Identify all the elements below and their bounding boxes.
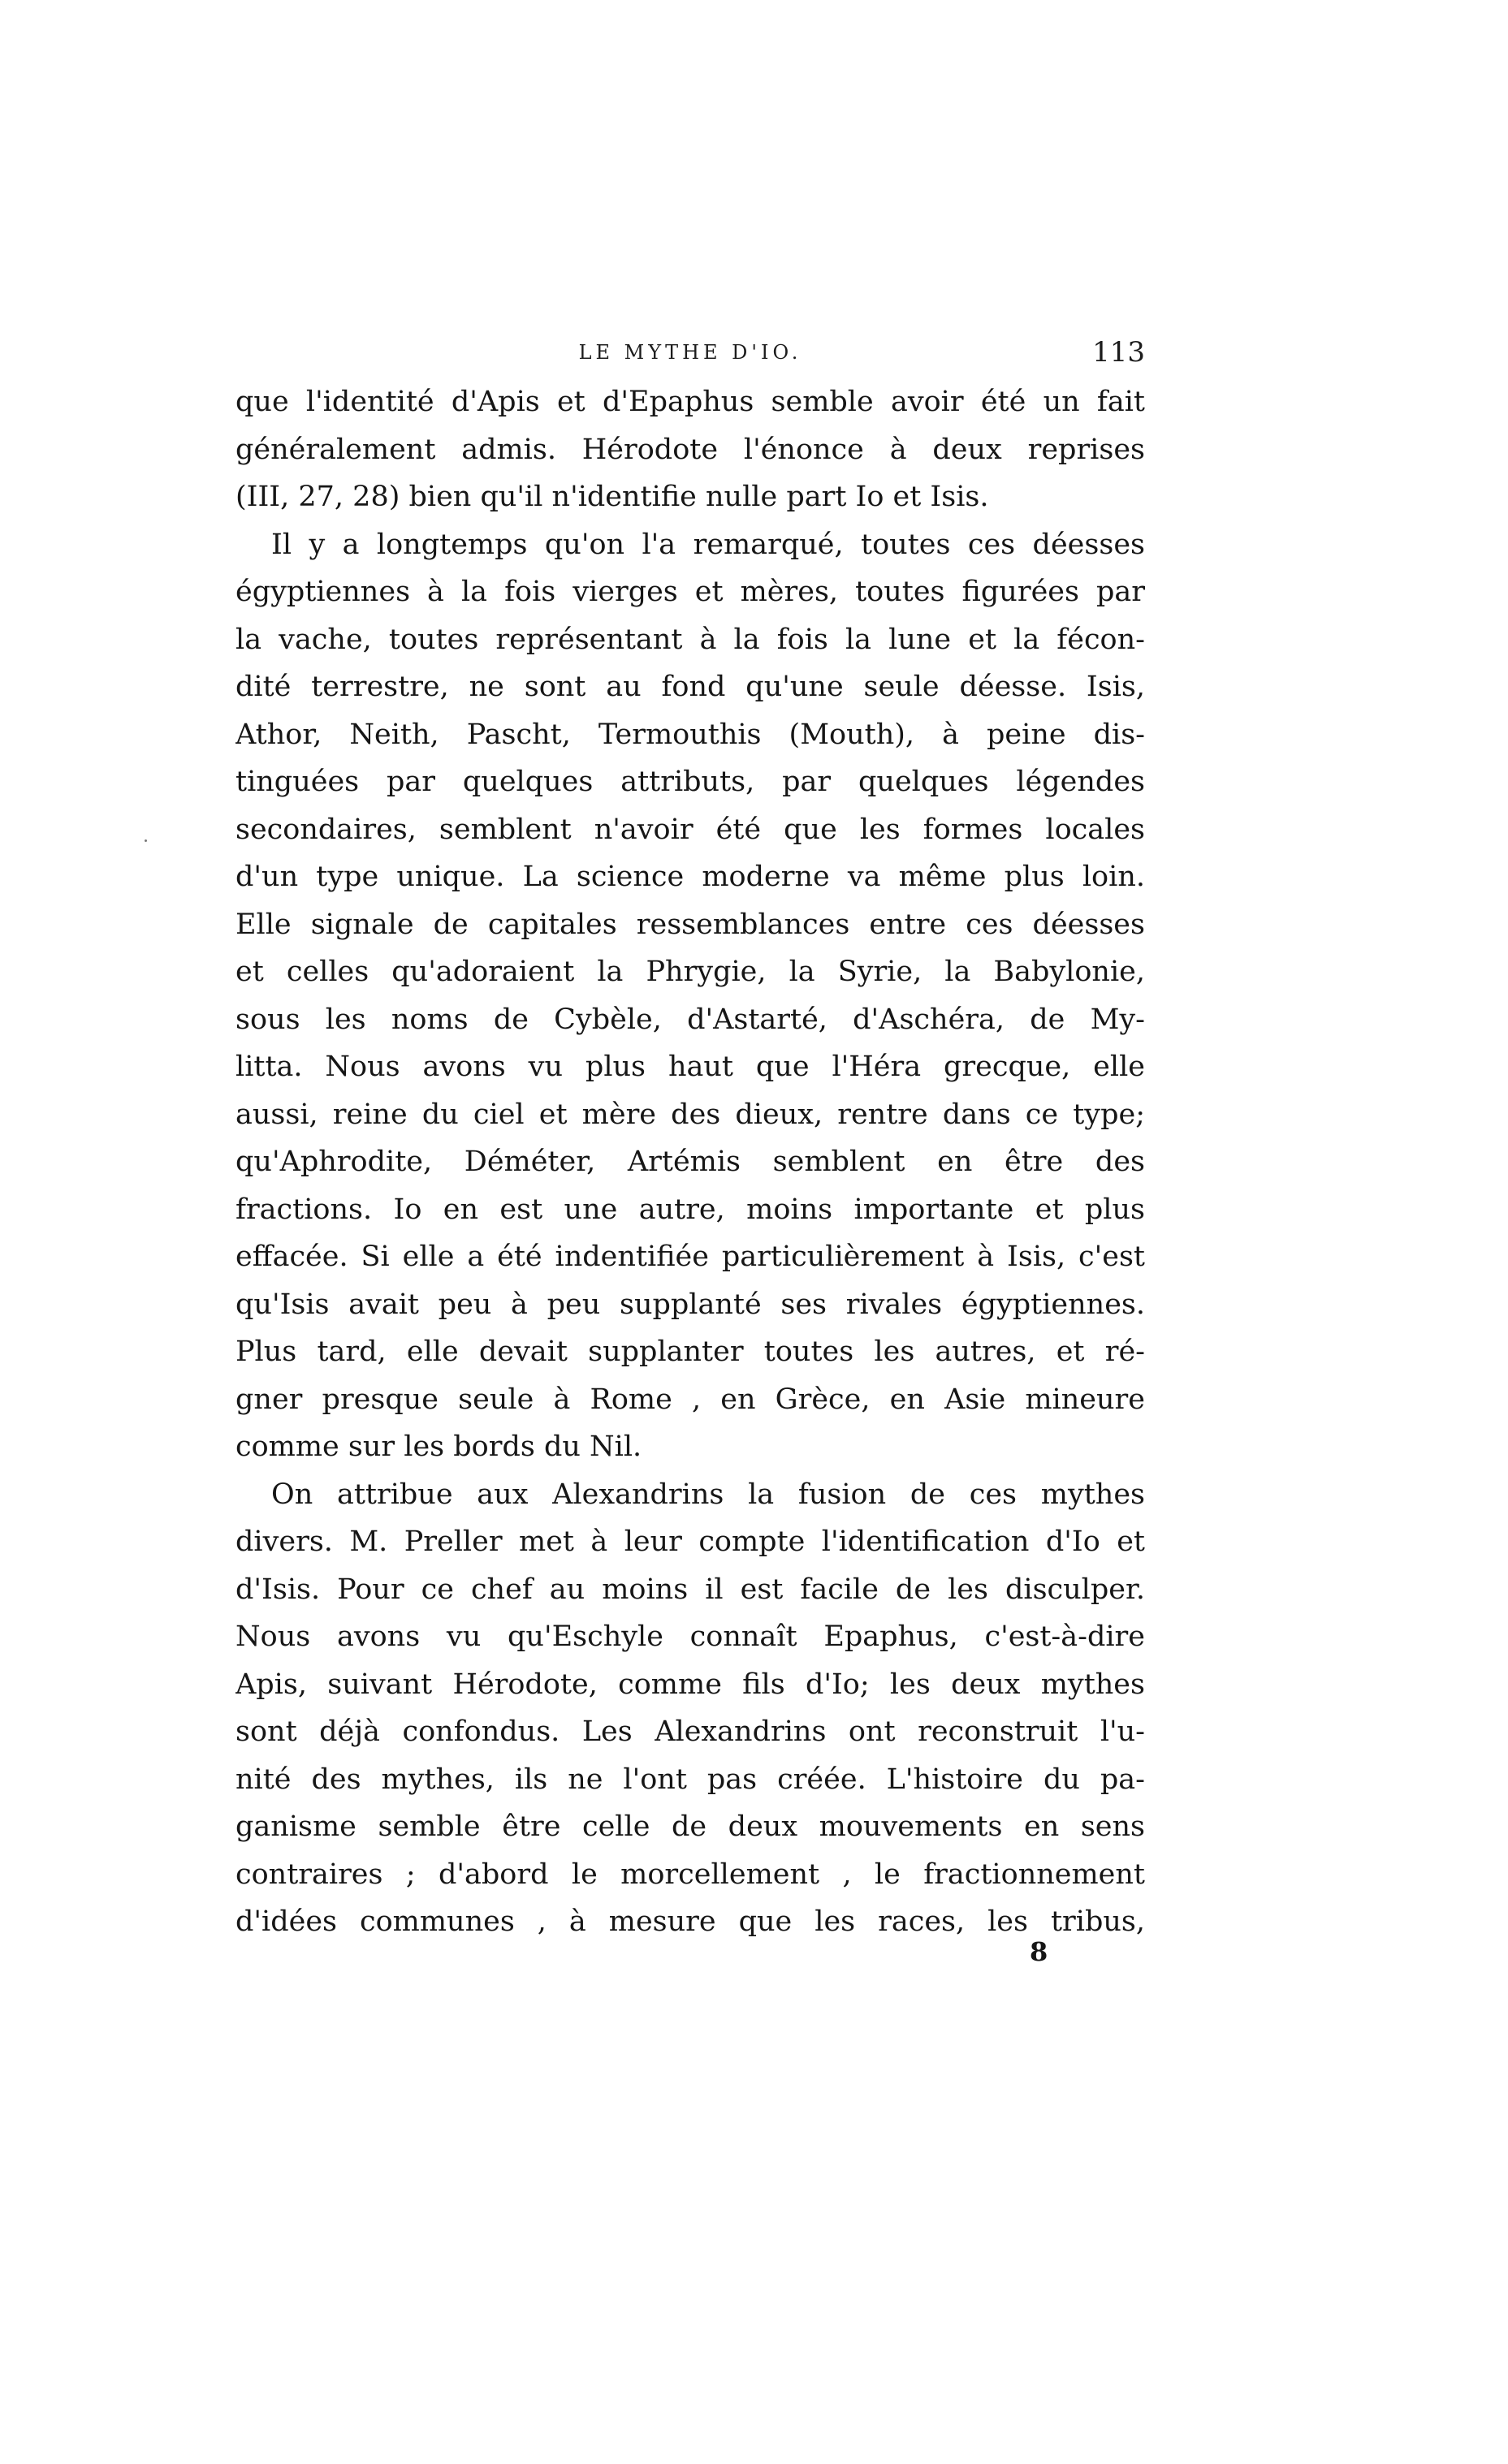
text-line: litta. Nous avons vu plus haut que l'Héra grecque, elle — [235, 1051, 1145, 1083]
text-line: et celles qu'adoraient la Phrygie, la Syrie, la Babylonie, — [235, 956, 1145, 988]
text-line: gner presque seule à Rome , en Grèce, en Asie mineure — [235, 1383, 1145, 1416]
text-line: dité terrestre, ne sont au fond qu'une seule déesse. Isis, — [235, 671, 1145, 703]
text-line: qu'Aphrodite, Déméter, Artémis semblent en être des — [235, 1146, 1145, 1178]
text-line: (III, 27, 28) bien qu'il n'identifie nulle part Io et Isis. — [235, 481, 989, 513]
text-line: aussi, reine du ciel et mère des dieux, rentre dans ce type; — [235, 1098, 1145, 1131]
stray-ink-dot — [145, 839, 147, 842]
text-line: Athor, Neith, Pascht, Termouthis (Mouth), à peine dis- — [235, 718, 1145, 751]
text-line: sous les noms de Cybèle, d'Astarté, d'Aschéra, de My- — [235, 1003, 1145, 1036]
text-line: comme sur les bords du Nil. — [235, 1431, 642, 1463]
text-line: d'idées communes , à mesure que les races, les tribus, — [235, 1905, 1145, 1938]
text-line: divers. M. Preller met à leur compte l'identification d'Io et — [235, 1525, 1145, 1558]
text-line: Elle signale de capitales ressemblances entre ces déesses — [235, 908, 1145, 941]
text-line: Apis, suivant Hérodote, comme fils d'Io; les deux mythes — [235, 1668, 1145, 1701]
text-line: généralement admis. Hérodote l'énonce à deux reprises — [235, 433, 1145, 466]
running-title: LE MYTHE D'IO. — [578, 341, 802, 364]
text-line: secondaires, semblent n'avoir été que les formes locales — [235, 813, 1145, 846]
text-line: Nous avons vu qu'Eschyle connaît Epaphus, c'est-à-dire — [235, 1620, 1145, 1653]
text-line: d'un type unique. La science moderne va même plus loin. — [235, 861, 1145, 893]
text-line: qu'Isis avait peu à peu supplanté ses rivales égyptiennes. — [235, 1288, 1145, 1321]
text-line: tinguées par quelques attributs, par quelques légendes — [235, 766, 1145, 798]
text-line: d'Isis. Pour ce chef au moins il est facile de les disculper. — [235, 1573, 1145, 1606]
signature-mark: 8 — [1030, 1936, 1048, 1967]
text-line: contraires ; d'abord le morcellement , le fractionnement — [235, 1858, 1145, 1891]
text-line: Plus tard, elle devait supplanter toutes les autres, et ré- — [235, 1336, 1145, 1368]
text-line: égyptiennes à la fois vierges et mères, toutes figurées par — [235, 576, 1145, 608]
running-head — [235, 333, 1145, 382]
text-line: On attribue aux Alexandrins la fusion de ces mythes — [271, 1478, 1145, 1511]
text-line: effacée. Si elle a été indentifiée particulièrement à Isis, c'est — [235, 1241, 1145, 1273]
text-line: sont déjà confondus. Les Alexandrins ont reconstruit l'u- — [235, 1715, 1145, 1748]
text-line: que l'identité d'Apis et d'Epaphus semble avoir été un fait — [235, 386, 1145, 418]
text-line: ganisme semble être celle de deux mouvements en sens — [235, 1810, 1145, 1843]
text-line: nité des mythes, ils ne l'ont pas créée. L'histoire du pa- — [235, 1763, 1145, 1796]
text-line: la vache, toutes représentant à la fois la lune et la fécon- — [235, 623, 1145, 656]
text-line: Il y a longtemps qu'on l'a remarqué, toutes ces déesses — [271, 528, 1145, 561]
page-number: 113 — [1092, 336, 1145, 369]
text-line: fractions. Io en est une autre, moins importante et plus — [235, 1193, 1145, 1226]
body-text — [235, 378, 1145, 1946]
